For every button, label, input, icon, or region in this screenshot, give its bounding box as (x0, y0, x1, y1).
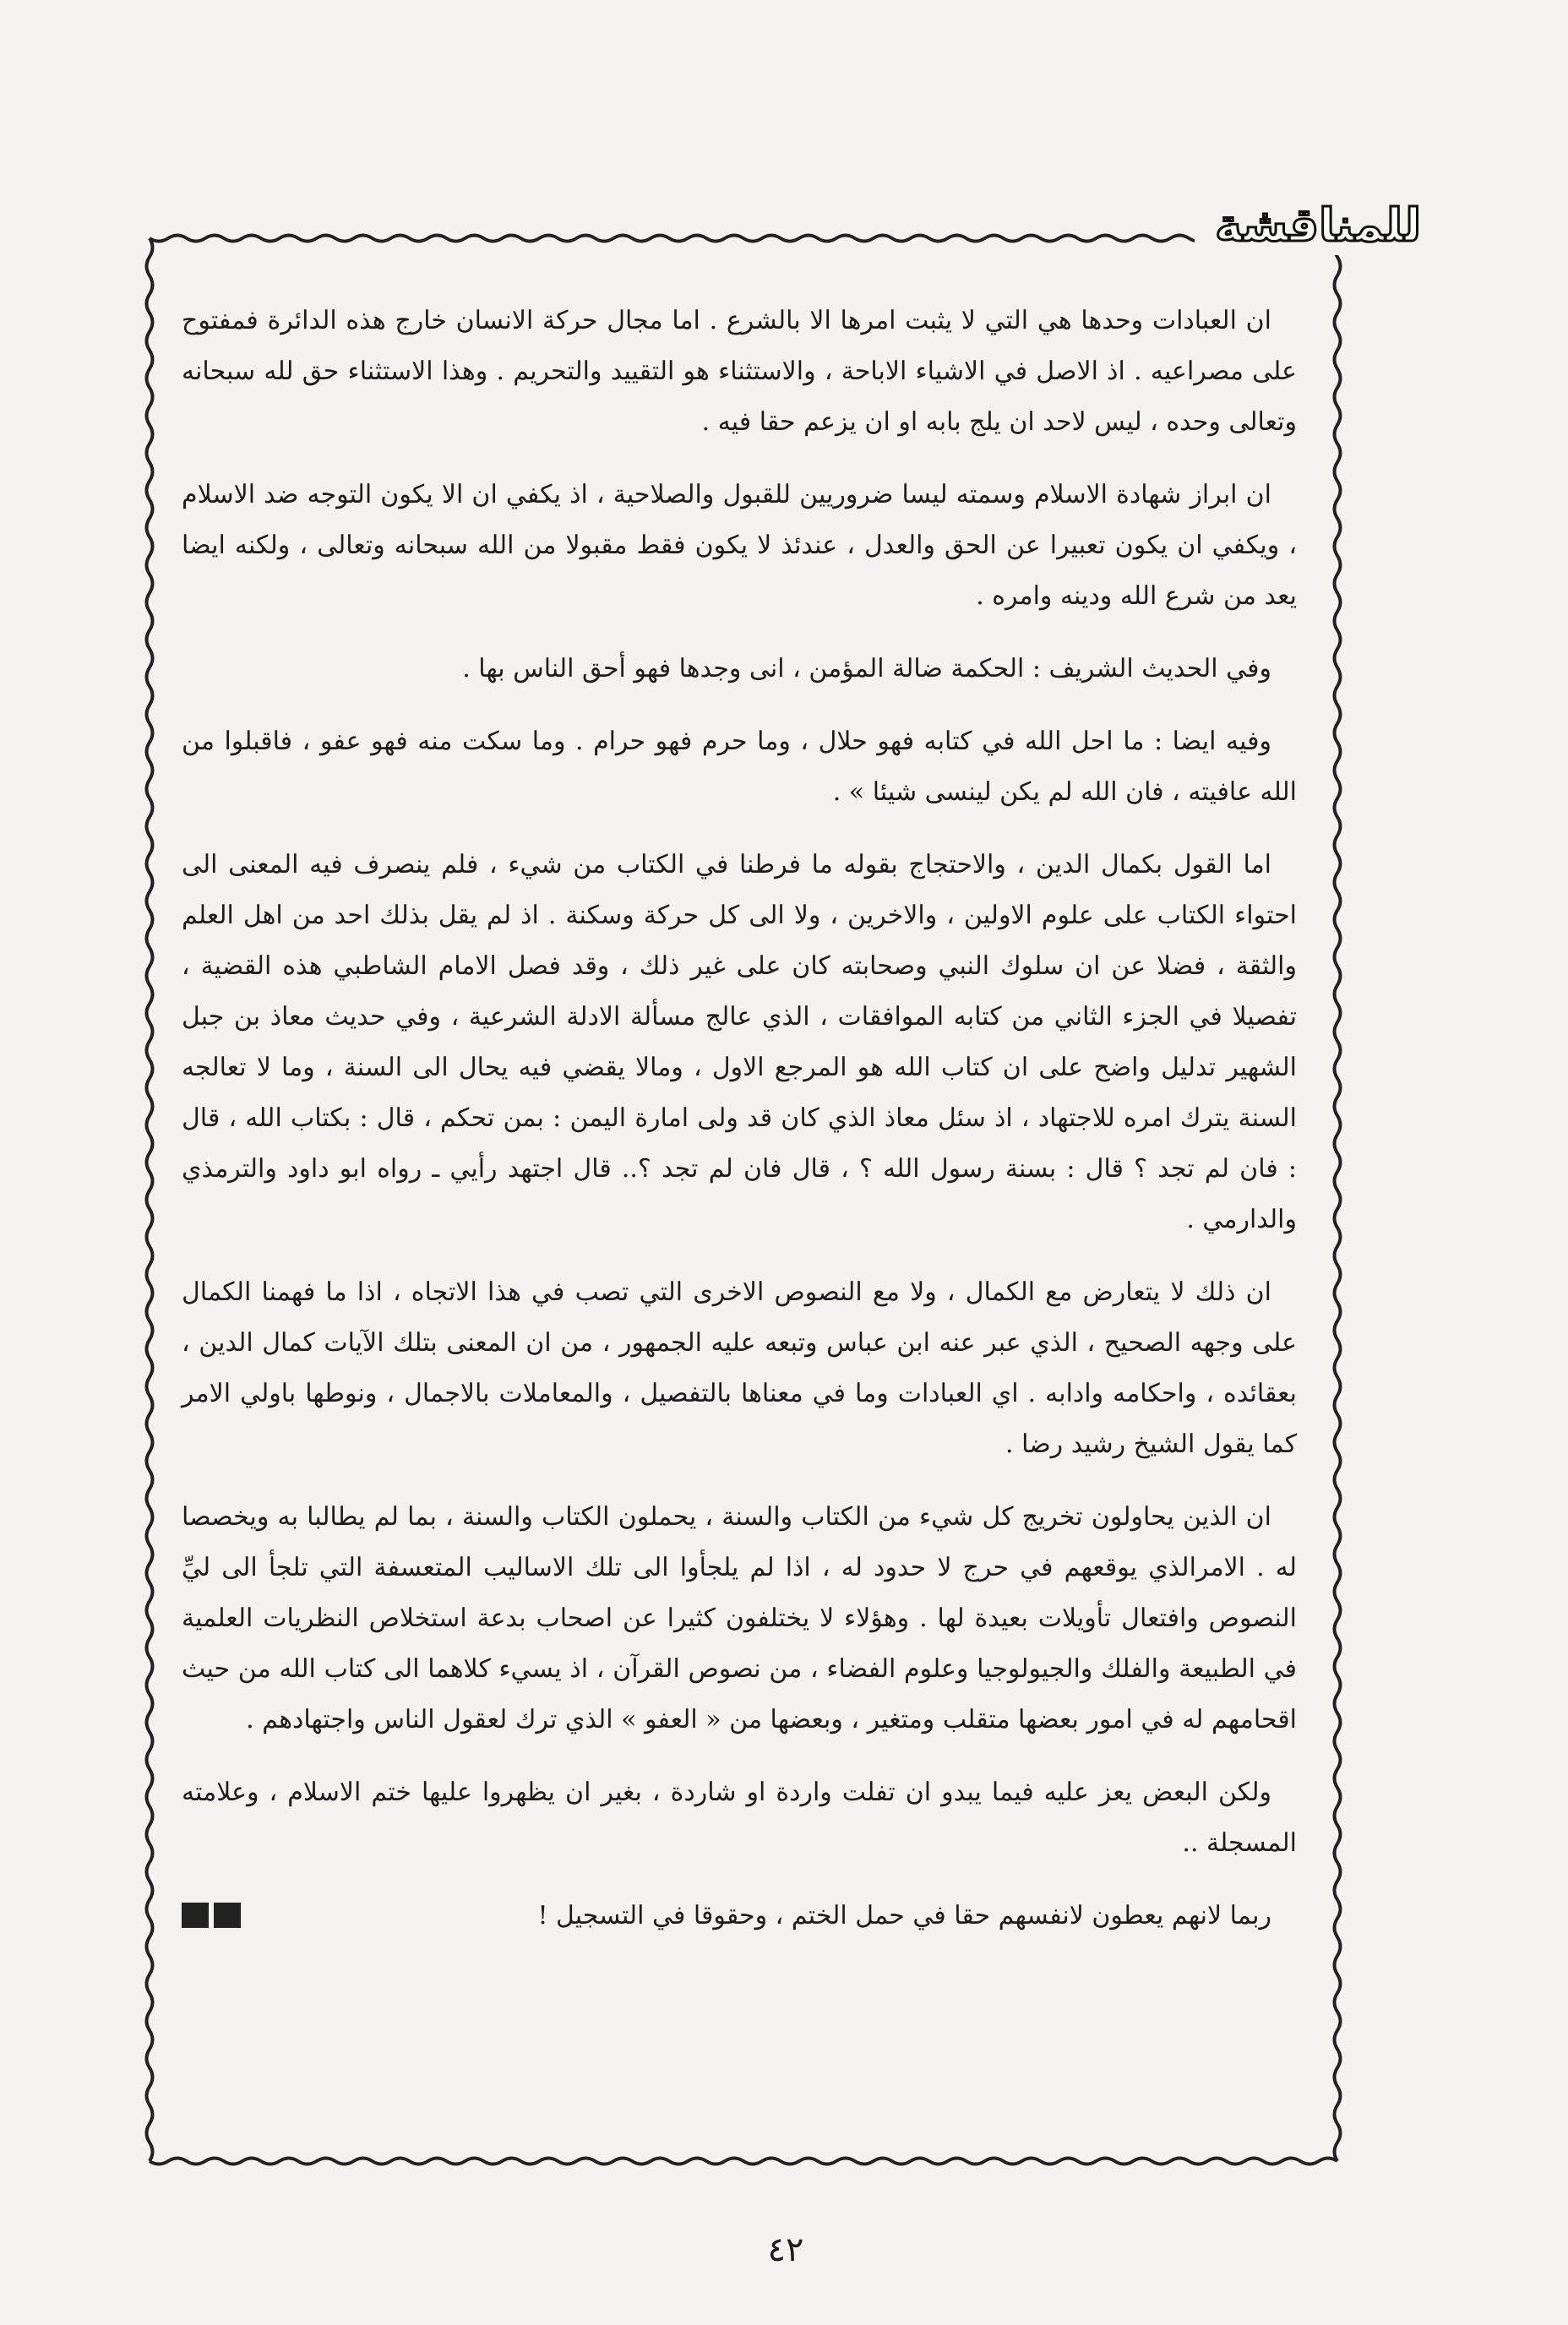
paragraph: ان ابراز شهادة الاسلام وسمته ليسا ضروريين للقبول والصلاحية ، اذ يكفي ان الا يكون التوجه ضد الاسلام ، ويكفي ان يكون تعبيرا عن الحق والعدل ، عندئذ لا يكون فقط مقبولا من الله سبحانه وتعالى ، ولكنه ايضا يعد من شرع الله ودينه وامره . (182, 480, 1297, 611)
article-body (182, 296, 1297, 1941)
paragraph: ولكن البعض يعز عليه فيما يبدو ان تفلت واردة او شاردة ، بغير ان يظهروا عليها ختم الاسلام ، وعلامته المسجلة .. (182, 1778, 1297, 1858)
paragraph: وفي الحديث الشريف : الحكمة ضالة المؤمن ، انى وجدها فهو أحق الناس بها . (462, 654, 1271, 683)
paragraph: ان الذين يحاولون تخريج كل شيء من الكتاب والسنة ، يحملون الكتاب والسنة ، بما لم يطالبا به ويخصصا له . الامرالذي يوقعهم في حرج لا حدود له ، اذا لم يلجأوا الى تلك الاساليب المتعسفة التي تلجأ الى ليِّ النصوص وافتعال تأويلات بعيدة لها . وهؤلاء لا يختلفون كثيرا عن اصحاب بدعة استخلاص النظريات العلمية في الطبيعة والفلك والجيولوجيا وعلوم الفضاء ، من نصوص القرآن ، اذ يسيء كلاهما الى كتاب الله من حيث اقحامهم له في امور بعضها متقلب ومتغير ، وبعضها من « العفو » الذي ترك لعقول الناس واجتهادهم . (182, 1502, 1297, 1734)
section-title: للمناقشة (1195, 196, 1441, 255)
final-sentence: ربما لانهم يعطون لانفسهم حقا في حمل الختم ، وحقوقا في التسجيل ! (537, 1901, 1271, 1930)
paragraph: ان العبادات وحدها هي التي لا يثبت امرها الا بالشرع . اما مجال حركة الانسان خارج هذه الدائرة فمفتوح على مصراعيه . اذ الاصل في الاشياء الاباحة ، والاستثناء هو التقييد والتحريم . وهذا الاستثناء حق لله سبحانه وتعالى وحده ، ليس لاحد ان يلج بابه او ان يزعم حقا فيه . (182, 306, 1297, 437)
end-of-article-mark-icon (182, 1903, 241, 1928)
page-number: ٤٢ (767, 2230, 804, 2269)
closing-line (182, 1891, 1297, 1941)
paragraph: اما القول بكمال الدين ، والاحتجاج بقوله ما فرطنا في الكتاب من شيء ، فلم ينصرف فيه المعنى الى احتواء الكتاب على علوم الاولين ، والاخرين ، ولا الى كل حركة وسكنة . اذ لم يقل بذلك احد من اهل العلم والثقة ، فضلا عن ان سلوك النبي وصحابته كان على غير ذلك ، وقد فصل الامام الشاطبي هذه القضية ، تفصيلا في الجزء الثاني من كتابه الموافقات ، الذي عالج مسألة الادلة الشرعية ، وفي حديث معاذ بن جبل الشهير تدليل واضح على ان كتاب الله هو المرجع الاول ، ومالا يقضي فيه يحال الى السنة ، وما لا تعالجه السنة يترك امره للاجتهاد ، اذ سئل معاذ الذي كان قد ولى امارة اليمن : بمن تحكم ، قال : بكتاب الله ، قال : فان لم تجد ؟ قال : بسنة رسول الله ؟ ، قال فان لم تجد ؟.. قال اجتهد رأيي ـ رواه ابو داود والترمذي والدارمي . (182, 850, 1297, 1234)
paragraph: وفيه ايضا : ما احل الله في كتابه فهو حلال ، وما حرم فهو حرام . وما سكت منه فهو عفو ، فاقبلوا من الله عافيته ، فان الله لم يكن لينسى شيئا » . (182, 727, 1297, 807)
paragraph: ان ذلك لا يتعارض مع الكمال ، ولا مع النصوص الاخرى التي تصب في هذا الاتجاه ، اذا ما فهمنا الكمال على وجهه الصحيح ، الذي عبر عنه ابن عباس وتبعه عليه الجمهور ، من ان المعنى بتلك الآيات كمال الدين ، بعقائده ، واحكامه وادابه . اي العبادات وما في معناها بالتفصيل ، والمعاملات بالاجمال ، ونوطها باولي الامر كما يقول الشيخ رشيد رضا . (182, 1277, 1297, 1459)
